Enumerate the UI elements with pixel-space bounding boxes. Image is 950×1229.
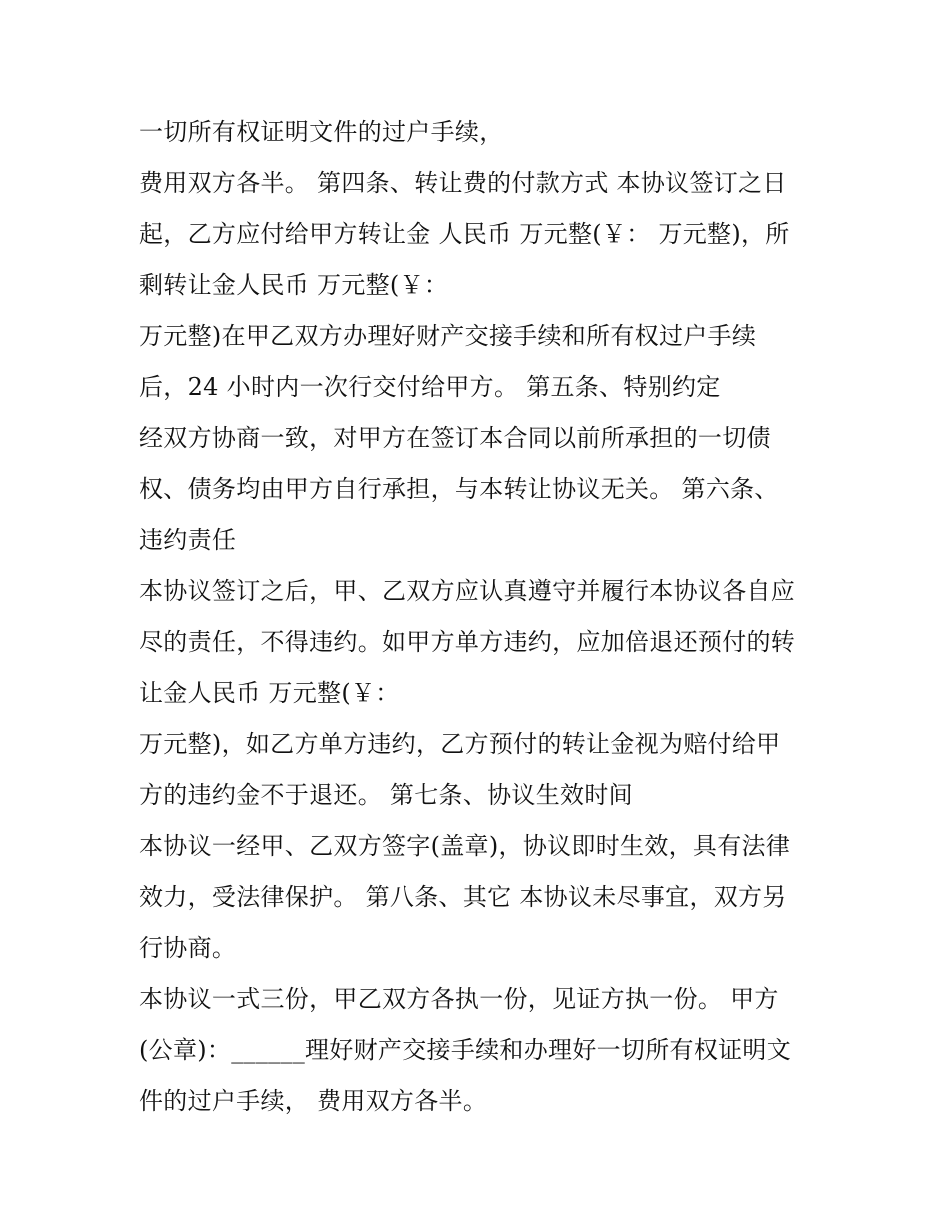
- text-line: 剩转让金人民币 万元整(￥：: [139, 271, 449, 299]
- text-line: 件的过户手续， 费用双方各半。: [139, 1087, 488, 1115]
- text-line: 起，乙方应付给甲方转让金 人民币 万元整(￥： 万元整)，所: [139, 220, 790, 248]
- text-line: 万元整)，如乙方单方违约，乙方预付的转让金视为赔付给甲: [139, 730, 781, 758]
- text-line: 让金人民币 万元整(￥：: [139, 679, 400, 707]
- text-line: 本协议一经甲、乙双方签字(盖章)，协议即时生效，具有法律: [139, 832, 791, 860]
- text-line: 违约责任: [139, 526, 237, 554]
- text-line: 行协商。: [139, 934, 237, 962]
- text-line: 本协议签订之后，甲、乙双方应认真遵守并履行本协议各自应: [139, 577, 796, 605]
- text-line: 经双方协商一致，对甲方在签订本合同以前所承担的一切债: [139, 424, 771, 452]
- text-line: 效力，受法律保护。 第八条、其它 本协议未尽事宜，双方另: [139, 883, 787, 911]
- text-line: 方的违约金不于退还。 第七条、协议生效时间: [139, 781, 633, 809]
- text-line: 尽的责任，不得违约。如甲方单方违约，应加倍退还预付的转: [139, 628, 796, 656]
- text-line: 万元整)在甲乙双方办理好财产交接手续和所有权过户手续: [139, 322, 757, 350]
- text-line: 后，24 小时内一次行交付给甲方。 第五条、特别约定: [139, 373, 721, 401]
- text-line: 本协议一式三份，甲乙双方各执一份，见证方执一份。 甲方: [139, 985, 779, 1013]
- text-line: 权、债务均由甲方自行承担，与本转让协议无关。 第六条、: [139, 475, 779, 503]
- text-line: 费用双方各半。 第四条、转让费的付款方式 本协议签订之日: [139, 169, 787, 197]
- document-body: [139, 107, 829, 1127]
- text-line: 一切所有权证明文件的过户手续，: [139, 118, 504, 146]
- text-line: (公章)：______理好财产交接手续和办理好一切所有权证明文: [139, 1036, 792, 1064]
